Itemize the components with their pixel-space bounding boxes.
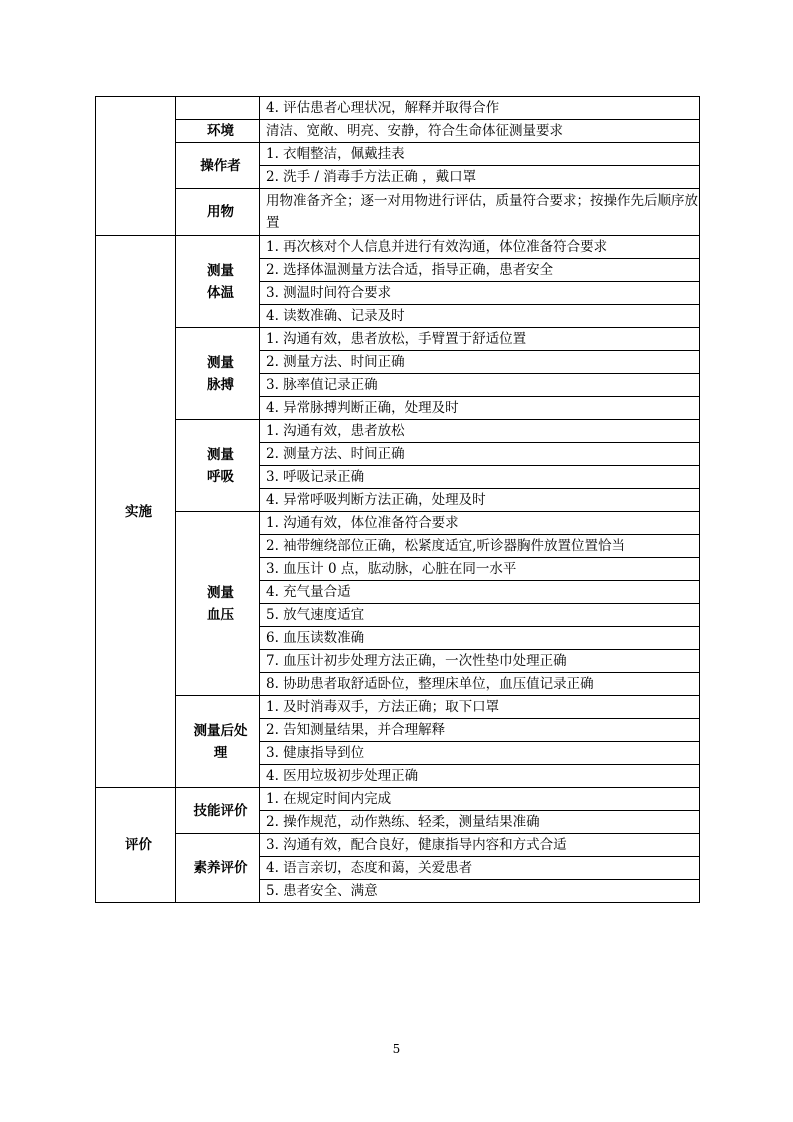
group-name: 技能评价 <box>176 788 260 834</box>
group-name: 用物 <box>176 189 260 236</box>
criteria-item: 2. 测量方法、时间正确 <box>260 443 700 466</box>
group-name <box>176 97 260 120</box>
table-row <box>96 120 700 143</box>
criteria-item: 用物准备齐全；逐一对用物进行评估，质量符合要求；按操作先后顺序放置 <box>260 189 700 236</box>
criteria-item: 3. 健康指导到位 <box>260 742 700 765</box>
criteria-item: 2. 洗手 / 消毒手方法正确 ，戴口罩 <box>260 166 700 189</box>
criteria-item: 4. 异常脉搏判断正确，处理及时 <box>260 397 700 420</box>
table-row <box>96 143 700 166</box>
criteria-item: 2. 袖带缠绕部位正确，松紧度适宜,听诊器胸件放置位置恰当 <box>260 535 700 558</box>
group-name: 测量 呼吸 <box>176 420 260 512</box>
criteria-item: 4. 读数准确、记录及时 <box>260 305 700 328</box>
criteria-item: 3. 沟通有效，配合良好，健康指导内容和方式合适 <box>260 834 700 857</box>
criteria-item: 1. 及时消毒双手，方法正确；取下口罩 <box>260 696 700 719</box>
criteria-item: 4. 医用垃圾初步处理正确 <box>260 765 700 788</box>
table-row <box>96 512 700 535</box>
criteria-item: 2. 选择体温测量方法合适，指导正确，患者安全 <box>260 259 700 282</box>
group-name: 测量后处 理 <box>176 696 260 788</box>
section-category: 评价 <box>96 788 176 903</box>
criteria-item: 3. 测温时间符合要求 <box>260 282 700 305</box>
group-name: 操作者 <box>176 143 260 189</box>
table-row <box>96 97 700 120</box>
criteria-item: 3. 脉率值记录正确 <box>260 374 700 397</box>
group-name: 素养评价 <box>176 834 260 903</box>
section-category <box>96 97 176 236</box>
table-row <box>96 696 700 719</box>
criteria-item: 1. 沟通有效，患者放松，手臂置于舒适位置 <box>260 328 700 351</box>
criteria-item: 7. 血压计初步处理方法正确，一次性垫巾处理正确 <box>260 650 700 673</box>
criteria-item: 4. 异常呼吸判断方法正确，处理及时 <box>260 489 700 512</box>
criteria-item: 4. 充气量合适 <box>260 581 700 604</box>
criteria-item: 5. 患者安全、满意 <box>260 880 700 903</box>
criteria-item: 2. 操作规范，动作熟练、轻柔，测量结果准确 <box>260 811 700 834</box>
page-number: 5 <box>392 1042 401 1056</box>
criteria-item: 1. 在规定时间内完成 <box>260 788 700 811</box>
criteria-item: 2. 测量方法、时间正确 <box>260 351 700 374</box>
criteria-item: 5. 放气速度适宜 <box>260 604 700 627</box>
criteria-item: 1. 沟通有效，体位准备符合要求 <box>260 512 700 535</box>
table-row <box>96 236 700 259</box>
criteria-item: 4. 评估患者心理状况，解释并取得合作 <box>260 97 700 120</box>
group-name: 测量 体温 <box>176 236 260 328</box>
criteria-item: 1. 沟通有效，患者放松 <box>260 420 700 443</box>
group-name: 测量 脉搏 <box>176 328 260 420</box>
table-row <box>96 189 700 236</box>
assessment-table <box>95 96 700 903</box>
table-row <box>96 834 700 857</box>
criteria-item: 3. 血压计 0 点，肱动脉，心脏在同一水平 <box>260 558 700 581</box>
criteria-item: 清洁、宽敞、明亮、安静，符合生命体征测量要求 <box>260 120 700 143</box>
group-name: 环境 <box>176 120 260 143</box>
table-row <box>96 328 700 351</box>
criteria-item: 2. 告知测量结果，并合理解释 <box>260 719 700 742</box>
criteria-item: 3. 呼吸记录正确 <box>260 466 700 489</box>
section-category: 实施 <box>96 236 176 788</box>
criteria-item: 1. 再次核对个人信息并进行有效沟通，体位准备符合要求 <box>260 236 700 259</box>
criteria-item: 4. 语言亲切，态度和蔼，关爱患者 <box>260 857 700 880</box>
criteria-item: 6. 血压读数准确 <box>260 627 700 650</box>
group-name: 测量 血压 <box>176 512 260 696</box>
criteria-item: 1. 衣帽整洁，佩戴挂表 <box>260 143 700 166</box>
table-row <box>96 420 700 443</box>
table-row <box>96 788 700 811</box>
criteria-item: 8. 协助患者取舒适卧位，整理床单位，血压值记录正确 <box>260 673 700 696</box>
